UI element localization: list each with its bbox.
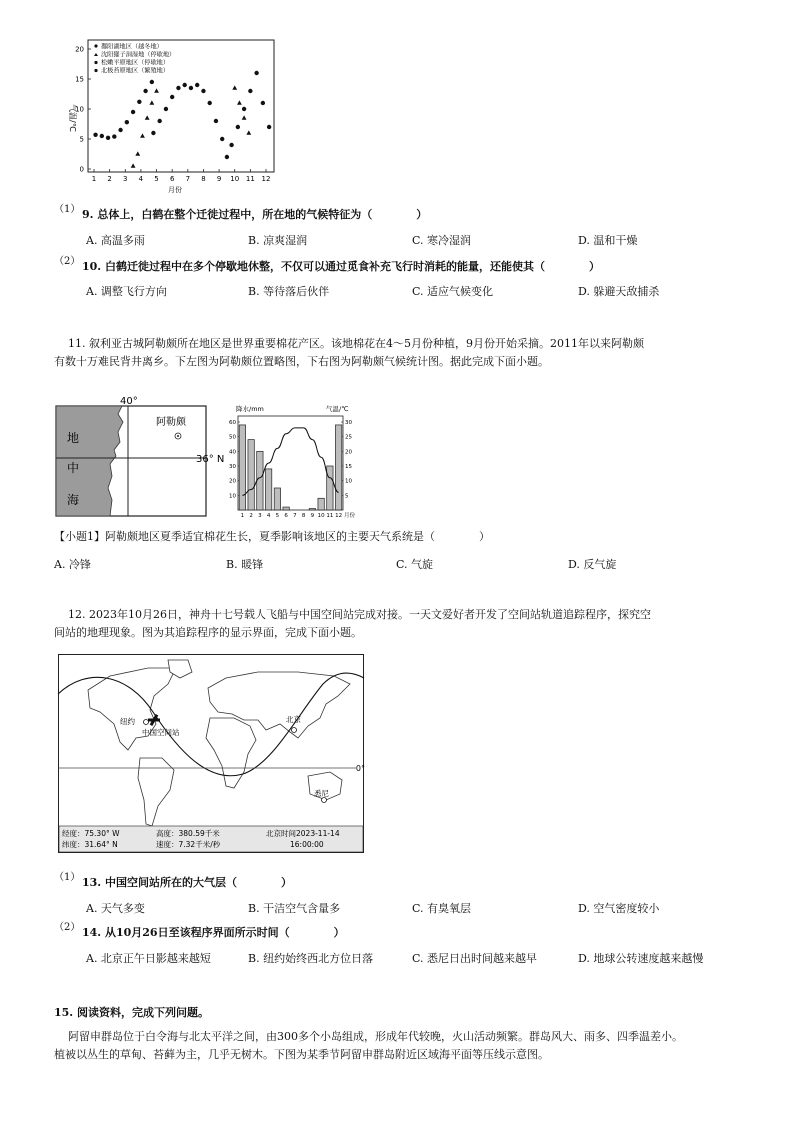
crane-point-dot: [157, 119, 161, 123]
climate-left-tick: 30: [229, 464, 236, 470]
crane-point-dot: [93, 133, 97, 137]
q13-option-c[interactable]: C. 有臭氧层: [412, 902, 472, 915]
crane-point-dot: [201, 89, 205, 93]
question-11-text-line2: 有数十万难民背井离乡。下左图为阿勒颇位置略图，下右图为阿勒颇气候统计图。据此完成下面小题。: [54, 355, 549, 368]
crane-point-dot: [143, 89, 147, 93]
climate-xlabel: 月份: [344, 513, 356, 519]
precip-bar: [265, 469, 271, 510]
q14-option-a[interactable]: A. 北京正午日影越来越短: [86, 952, 211, 965]
sydney-label: 悉尼: [314, 789, 329, 798]
climate-xtick: 3: [258, 513, 262, 519]
climate-xtick: 6: [284, 513, 288, 519]
crane-point-dot: [176, 86, 180, 90]
climate-left-tick: 20: [229, 478, 236, 485]
precip-bar: [274, 488, 280, 510]
question-11-text-line1: 11. 叙利亚古城阿勒颇所在地区是世界重要棉花产区。该地棉花在4～5月份种植，9月份开始采摘。2011年以来阿勒颇: [68, 337, 644, 350]
crane-point-dot: [100, 134, 104, 138]
crane-xtick-label: 7: [185, 175, 191, 183]
legend-songnen: 松嫩平原地区（停歇地）: [101, 59, 170, 67]
sea-char-3: 海: [67, 493, 80, 507]
crane-point-dot: [106, 136, 110, 140]
question-15-title: 15. 阅读资料，完成下列问题。: [54, 1006, 209, 1019]
q14-option-c[interactable]: C. 悉尼日出时间越来越早: [412, 952, 538, 965]
crane-point-dot: [195, 83, 199, 87]
climate-right-tick: 30: [345, 420, 352, 426]
crane-ytick-label: 5: [79, 135, 84, 144]
crane-ytick-label: 0: [79, 165, 84, 174]
sub-question-number-2: （2）: [54, 256, 81, 267]
crane-point-dot: [150, 80, 154, 84]
precip-bar: [335, 425, 341, 510]
crane-xtick-label: 9: [216, 175, 222, 183]
crane-point-dot: [225, 155, 229, 159]
question-13-text: 13. 中国空间站所在的大气层（ ）: [82, 876, 292, 889]
crane-xtick-label: 8: [201, 175, 206, 183]
question-10-text: 10. 白鹤迁徙过程中在多个停歇地休整，不仅可以通过觅食补充飞行时消耗的能量，还能使其（ ）: [82, 260, 600, 273]
crane-point-dot: [170, 95, 174, 99]
precip-bar: [248, 440, 254, 510]
crane-point-dot: [267, 125, 271, 129]
crane-point-dot: [151, 131, 155, 135]
beijing-label: 北京: [286, 715, 301, 724]
crane-point-dot: [220, 137, 224, 141]
q9-option-c[interactable]: C. 寒冷湿润: [412, 234, 472, 247]
q12-sub-number-1: （1）: [54, 872, 81, 883]
climate-xtick: 9: [310, 513, 315, 519]
crane-point-dot: [236, 125, 240, 129]
crane-point-dot: [182, 83, 186, 87]
crane-point-dot: [189, 86, 193, 90]
crane-point-dot: [208, 101, 212, 105]
crane-xtick-label: 1: [91, 175, 97, 183]
svg-text:降水/mm: 降水/mm: [236, 405, 264, 413]
climate-left-tick: 50: [229, 434, 236, 441]
climate-xtick: 5: [275, 513, 280, 519]
crane-point-dot: [137, 100, 141, 104]
climate-right-tick: 25: [345, 434, 352, 441]
question-14-text: 14. 从10月26日至该程序界面所示时间（ ）: [82, 926, 345, 939]
question-15-para-2: 植被以丛生的草甸、苔藓为主，几乎无树木。下图为某季节阿留申群岛附近区域海平面等压线示意图。: [54, 1048, 549, 1061]
status-speed: 速度：7.32千米/秒: [156, 840, 221, 849]
lat-36-label: 36° N: [196, 454, 225, 465]
q10-option-a[interactable]: A. 调整飞行方向: [86, 285, 167, 298]
legend-arctic: 北极苔原地区（繁殖地）: [101, 67, 170, 75]
precip-bar: [239, 425, 245, 510]
crane-point-dot: [248, 89, 252, 93]
crane-point-dot: [112, 134, 116, 138]
crane-point-dot: [261, 101, 265, 105]
equator-label: 0°: [355, 764, 365, 773]
precip-bar: [257, 451, 263, 510]
crane-xtick-label: 2: [107, 175, 112, 183]
q11-option-c[interactable]: C. 气旋: [396, 558, 434, 571]
crane-point-dot: [131, 110, 135, 114]
climate-xtick: 4: [266, 513, 271, 519]
q9-option-a[interactable]: A. 高温多雨: [86, 234, 145, 247]
question-12-text-line1: 12. 2023年10月26日，神舟十七号载人飞船与中国空间站完成对接。一天文爱好者开发了空间站轨道追踪程序，探究空: [68, 608, 651, 621]
crane-xtick-label: 3: [123, 175, 128, 183]
q14-option-b[interactable]: B. 纽约始终西北方位日落: [248, 952, 374, 965]
crane-xtick-label: 10: [230, 175, 240, 183]
q13-option-b[interactable]: B. 干洁空气含量多: [248, 902, 341, 915]
crane-point-dot: [242, 107, 246, 111]
crane-xtick-label: 11: [245, 175, 255, 183]
crane-point-dot: [254, 71, 258, 75]
sea-char-2: 中: [67, 461, 80, 475]
q9-option-b[interactable]: B. 凉爽湿润: [248, 234, 308, 247]
crane-point-dot: [118, 128, 122, 132]
q13-option-d[interactable]: D. 空气密度较小: [578, 902, 660, 915]
q10-option-c[interactable]: C. 适应气候变化: [412, 285, 494, 298]
climate-xtick: 11: [326, 513, 334, 519]
crane-point-dot: [214, 119, 218, 123]
legend-poyang: 鄱阳湖地区（越冬地）: [101, 43, 163, 51]
climate-right-tick: 5: [345, 493, 349, 500]
aleppo-climate-chart: [222, 402, 357, 522]
climate-xtick: 1: [240, 513, 245, 519]
q9-option-d[interactable]: D. 温和干燥: [578, 234, 638, 247]
q11-option-d[interactable]: D. 反气旋: [568, 558, 617, 571]
climate-left-tick: 60: [229, 420, 236, 426]
climate-xtick: 7: [293, 513, 297, 519]
climate-right-tick: 15: [345, 464, 352, 470]
status-time-date: 北京时间2023-11-14: [266, 829, 340, 838]
status-time-clock: 16:00:00: [290, 840, 324, 849]
q12-sub-number-2: （2）: [54, 922, 81, 933]
precip-bar: [327, 466, 333, 510]
lat-40-label: 40°: [120, 396, 138, 407]
status-altitude: 高度：380.59千米: [156, 829, 220, 838]
q10-option-d[interactable]: D. 躲避天敌捕杀: [578, 285, 660, 298]
newyork-label: 纽约: [120, 717, 135, 726]
climate-left-tick: 40: [229, 449, 236, 456]
climate-xtick: 8: [301, 513, 306, 519]
aleppo-label: 阿勒颇: [156, 417, 186, 428]
precip-bar: [283, 507, 289, 510]
space-station-tracker-map: [58, 654, 364, 854]
crane-xtick-label: 4: [138, 175, 144, 183]
climate-right-tick: 20: [345, 449, 352, 456]
precip-bar: [318, 498, 324, 510]
crane-point-dot: [125, 120, 129, 124]
legend-shenyang: 沈阳獾子洞湿地（停歇地）: [101, 51, 176, 59]
q11-option-a[interactable]: A. 冷锋: [54, 558, 91, 571]
climate-xtick: 12: [335, 513, 343, 519]
crane-chart-ylabel: 气温/℃: [68, 104, 77, 132]
q14-option-d[interactable]: D. 地球公转速度越来越慢: [578, 952, 704, 965]
precip-bar: [309, 509, 315, 510]
sea-char-1: 地: [67, 431, 80, 445]
climate-xtick: 10: [317, 513, 325, 519]
crane-point-dot: [164, 107, 168, 111]
crane-chart-xlabel: 月份: [168, 186, 182, 194]
crane-xtick-label: 12: [261, 175, 271, 183]
q11-option-b[interactable]: B. 暖锋: [226, 558, 264, 571]
climate-right-tick: 10: [345, 478, 352, 485]
crane-ytick-label: 15: [75, 75, 84, 84]
svg-text:气温/℃: 气温/℃: [326, 405, 349, 413]
q10-option-b[interactable]: B. 等待落后伙伴: [248, 285, 330, 298]
crane-temperature-chart: [60, 34, 285, 196]
status-longitude: 经度：75.30° W: [62, 829, 120, 838]
crane-point-dot: [229, 143, 233, 147]
crane-ytick-label: 20: [75, 45, 84, 54]
sub-question-number-1: （1）: [54, 204, 81, 215]
aleppo-location-map: [52, 392, 225, 522]
crane-ytick-label: 10: [75, 105, 84, 114]
space-station-label: 中国空间站: [142, 728, 180, 737]
climate-xtick: 2: [249, 513, 253, 519]
crane-xtick-label: 6: [169, 175, 175, 183]
question-9-text: 9. 总体上，白鹤在整个迁徙过程中，所在地的气候特征为（ ）: [82, 208, 428, 221]
crane-xtick-label: 5: [154, 175, 159, 183]
question-15-para-1: 阿留申群岛位于白令海与北太平洋之间，由300多个小岛组成，形成年代较晚，火山活动频繁。群岛风大、雨多、四季温差小。: [68, 1030, 683, 1043]
q11-subquestion-1: 【小题1】阿勒颇地区夏季适宜棉花生长，夏季影响该地区的主要天气系统是（ ）: [54, 530, 490, 543]
status-latitude: 纬度：31.64° N: [62, 840, 118, 849]
climate-left-tick: 10: [229, 493, 236, 500]
question-12-text-line2: 间站的地理现象。图为其追踪程序的显示界面，完成下面小题。: [54, 626, 362, 639]
q13-option-a[interactable]: A. 天气多变: [86, 902, 145, 915]
